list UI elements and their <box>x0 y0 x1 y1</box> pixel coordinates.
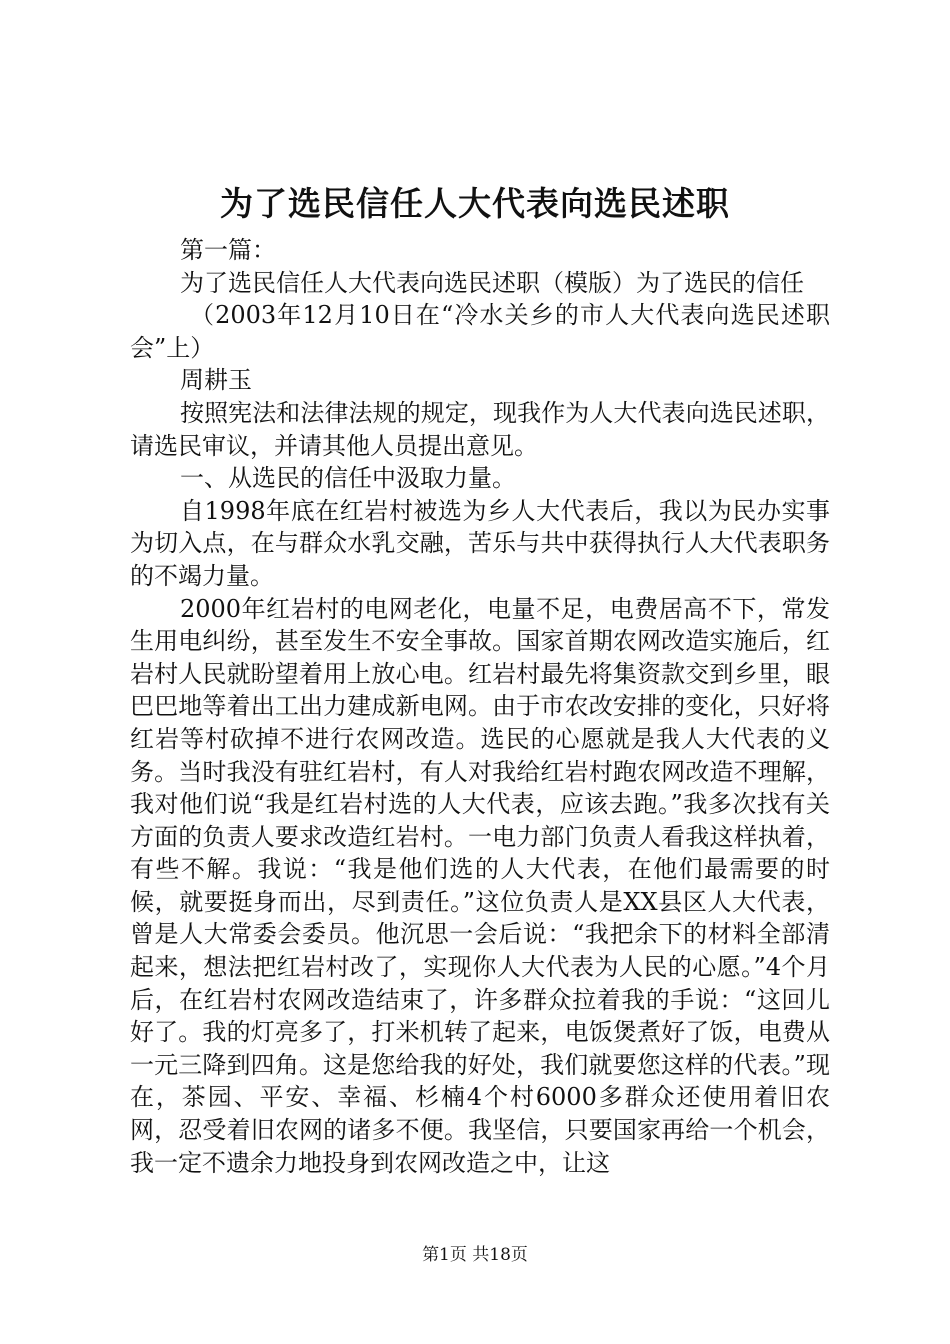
author-name: 周耕玉 <box>180 366 252 395</box>
section-heading: 第一篇： <box>180 236 276 264</box>
paragraph: 为了选民信任人大代表向选民述职（模版）为了选民的信任 <box>180 268 804 297</box>
document-body <box>130 234 830 1179</box>
paragraph: 按照宪法和法律法规的规定，现我作为人大代表向选民述职，请选民审议，并请其他人员提出意见。 <box>130 398 830 460</box>
page-footer: 第1页 共18页 <box>422 1245 528 1265</box>
document-title: 为了选民信任人大代表向选民述职 <box>220 184 730 223</box>
paragraph-date-note: （2003年12月10日在“冷水关乡的市人大代表向选民述职会”上） <box>130 301 830 362</box>
paragraph: 2000年红岩村的电网老化，电量不足，电费居高不下，常发生用电纠纷，甚至发生不安全事故。国家首期农网改造实施后，红岩村人民就盼望着用上放心电。红岩村最先将集资款交到乡里，眼巴巴地等着出工出力建成新电网。由于市农改安排的变化，只好将红岩等村砍掉不进行农网改造。选民的心愿就是我人大代表的义务。当时我没有驻红岩村，有人对我给红岩村跑农网改造不理解，我对他们说“我是红岩村选的人大代表，应该去跑。”我多次找有关方面的负责人要求改造红岩村。一电力部门负责人看我这样执着，有些不解。我说：“我是他们选的人大代表，在他们最需要的时候，就要挺身而出，尽到责任。”这位负责人是XX县区人大代表，曾是人大常委会委员。他沉思一会后说：“我把余下的材料全部清起来，想法把红岩村改了，实现你人大代表为人民的心愿。”4个月后，在红岩村农网改造结束了，许多群众拉着我的手说：“这回儿好了。我的灯亮多了，打米机转了起来，电饭煲煮好了饭，电费从一元三降到四角。这是您给我的好处，我们就要您这样的代表。”现在，茶园、平安、幸福、杉楠4个村6000多群众还使用着旧农网，忍受着旧农网的诸多不便。我坚信，只要国家再给一个机会，我一定不遗余力地投身到农网改造之中，让这 <box>130 594 830 1177</box>
subsection-heading: 一、从选民的信任中汲取力量。 <box>180 464 516 493</box>
paragraph: 自1998年底在红岩村被选为乡人大代表后，我以为民办实事为切入点，在与群众水乳交融，苦乐与共中获得执行人大代表职务的不竭力量。 <box>130 496 830 590</box>
